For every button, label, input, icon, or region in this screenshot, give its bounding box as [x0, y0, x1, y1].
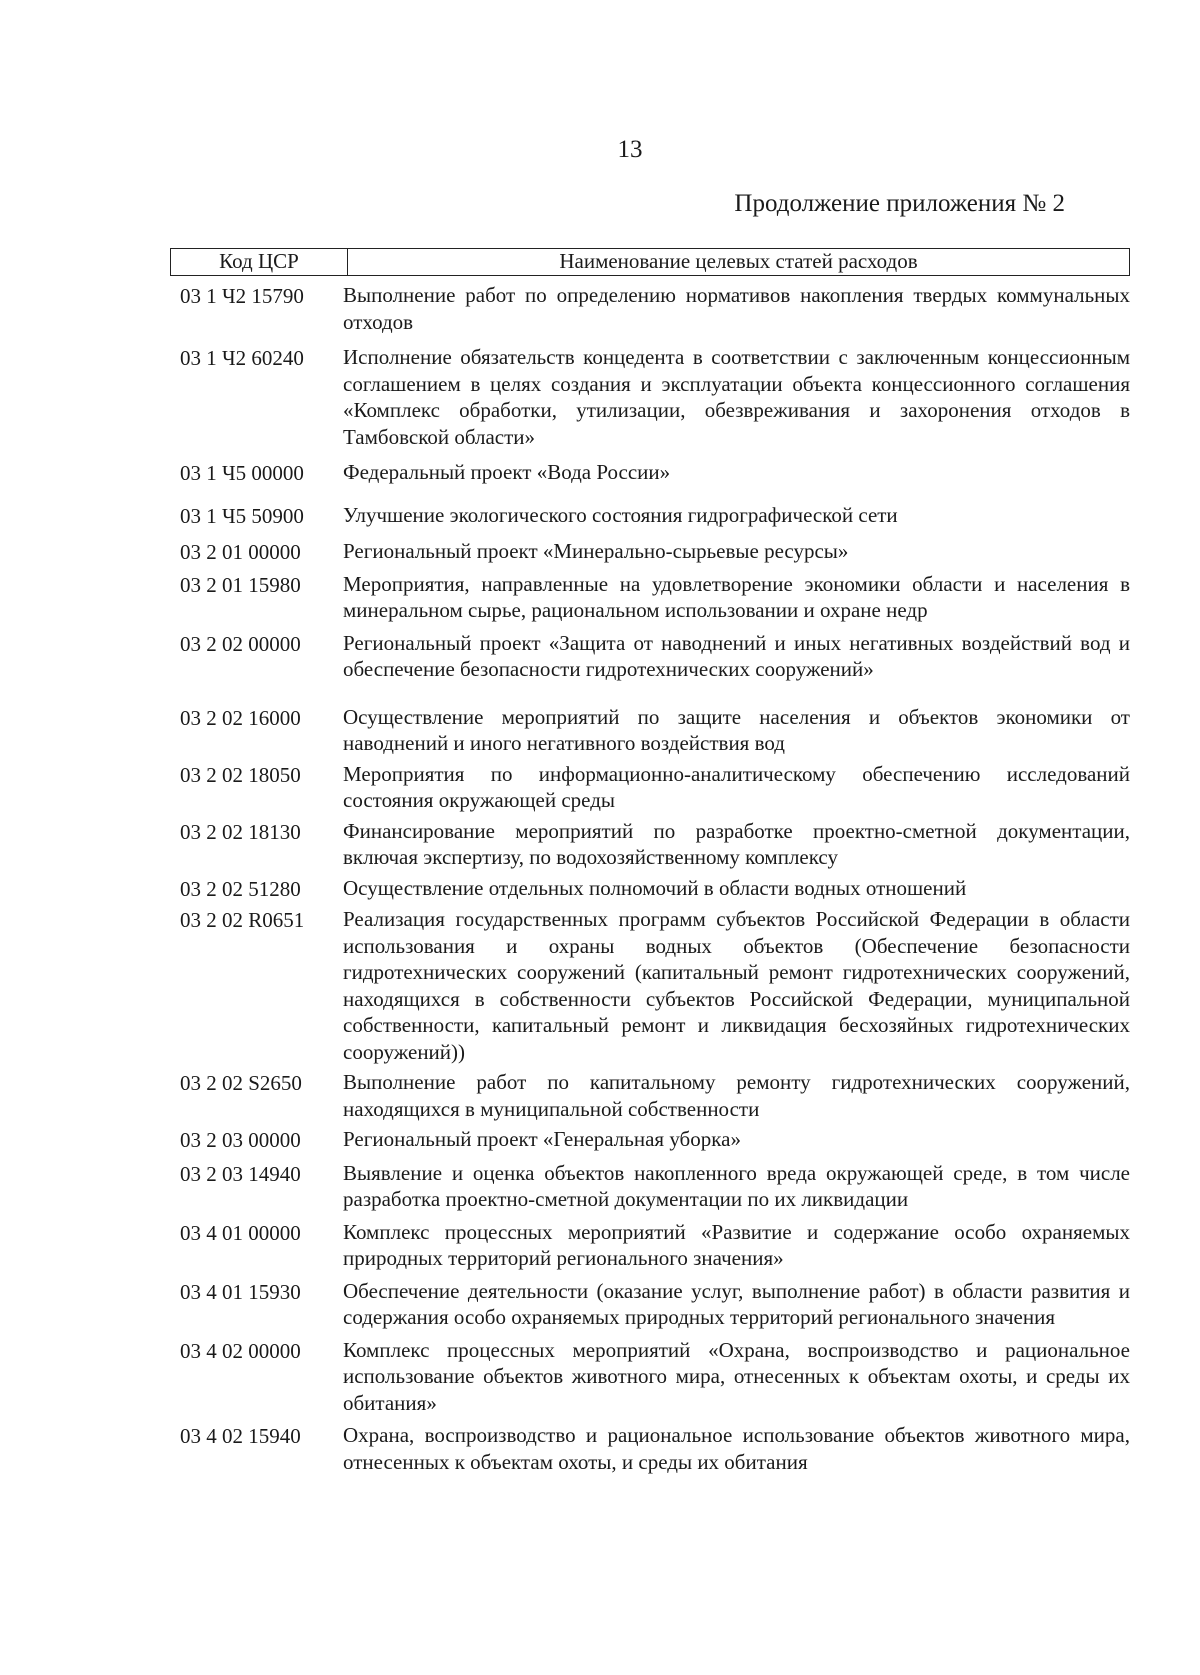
- table-row: [180, 1069, 1130, 1122]
- table-row: [180, 761, 1130, 814]
- row-name: Мероприятия, направленные на удовлетворение экономики области и населения в минеральном сырье, рациональном использовании и охране недр: [343, 571, 1130, 622]
- row-name: Выполнение работ по определению нормативов накопления твердых коммунальных отходов: [343, 283, 1130, 334]
- table-row: [180, 875, 1130, 903]
- table-header: [170, 248, 1130, 276]
- row-name: Исполнение обязательств концедента в соответствии с заключенным концессионным соглашением в целях создания и эксплуатации объекта концессионного соглашения «Комплекс обработки, утилизации, обезвреживания и захоронения отходов в Тамбовской области»: [343, 345, 1130, 449]
- header-name: Наименование целевых статей расходов: [559, 249, 918, 273]
- table-row: [180, 502, 1130, 530]
- continuation-title: Продолжение приложения № 2: [734, 190, 1065, 217]
- row-code: 03 2 01 00000: [180, 540, 301, 564]
- row-code: 03 2 02 51280: [180, 876, 301, 901]
- table-row: [180, 906, 1130, 1065]
- table-row: [180, 459, 1130, 487]
- header-code: Код ЦСР: [171, 249, 348, 275]
- table-row: [180, 630, 1130, 683]
- row-name: Улучшение экологического состояния гидрографической сети: [343, 502, 898, 527]
- row-name: Финансирование мероприятий по разработке проектно-сметной документации, включая экспертизу, по водохозяйственному комплексу: [343, 818, 1130, 869]
- table-row: [180, 1160, 1130, 1213]
- row-name: Федеральный проект «Вода России»: [343, 460, 671, 484]
- table-row: [180, 1126, 1130, 1154]
- row-name: Комплекс процессных мероприятий «Развитие и содержание особо охраняемых природных территорий регионального значения»: [343, 1219, 1130, 1270]
- table-row: [180, 538, 1130, 566]
- row-code: 03 2 02 S2650: [180, 1071, 302, 1095]
- row-code: 03 1 Ч5 50900: [180, 503, 304, 528]
- row-code: 03 2 02 00000: [180, 631, 301, 656]
- row-name: Осуществление отдельных полномочий в области водных отношений: [343, 875, 967, 900]
- row-code: 03 1 Ч5 00000: [180, 461, 304, 485]
- row-name: Осуществление мероприятий по защите населения и объектов экономики от наводнений и иного негативного воздействия вод: [343, 704, 1130, 755]
- page-number: 13: [617, 136, 643, 163]
- row-name: Реализация государственных программ субъектов Российской Федерации в области использования и охраны водных объектов (Обеспечение безопасности гидротехнических сооружений (капитальный ремонт гидротехнических сооружений, находящихся в собственности субъектов Российской Федерации, муниципальной собственности, капитальный ремонт и ликвидация бесхозяйных гидротехнических сооружений)): [343, 907, 1130, 1064]
- row-code: 03 4 02 00000: [180, 1338, 301, 1363]
- row-code: 03 2 02 16000: [180, 705, 301, 730]
- table-body: [180, 282, 1130, 1475]
- table-row: [180, 704, 1130, 757]
- row-code: 03 2 01 15980: [180, 572, 301, 597]
- row-name: Мероприятия по информационно-аналитическому обеспечению исследований состояния окружающей среды: [343, 761, 1130, 812]
- row-code: 03 2 03 14940: [180, 1161, 301, 1186]
- row-name: Региональный проект «Генеральная уборка»: [343, 1127, 741, 1151]
- table-row: [180, 1337, 1130, 1417]
- row-code: 03 1 Ч2 15790: [180, 284, 304, 308]
- row-name: Выполнение работ по капитальному ремонту гидротехнических сооружений, находящихся в муниципальной собственности: [343, 1070, 1130, 1121]
- row-code: 03 2 02 18050: [180, 762, 301, 787]
- row-code: 03 1 Ч2 60240: [180, 346, 304, 370]
- table-row: [180, 1219, 1130, 1272]
- table-row: [180, 1422, 1130, 1475]
- row-name: Обеспечение деятельности (оказание услуг, выполнение работ) в области развития и содержания особо охраняемых природных территорий регионального значения: [343, 1278, 1130, 1329]
- row-code: 03 4 02 15940: [180, 1424, 301, 1448]
- row-name: Охрана, воспроизводство и рациональное использование объектов животного мира, отнесенных к объектам охоты, и среды их обитания: [343, 1423, 1130, 1474]
- table-row: [180, 818, 1130, 871]
- row-name: Комплекс процессных мероприятий «Охрана, воспроизводство и рациональное использование объектов животного мира, отнесенных к объектам охоты, и среды их обитания»: [343, 1337, 1130, 1415]
- row-name: Региональный проект «Минерально-сырьевые ресурсы»: [343, 539, 849, 563]
- row-code: 03 2 02 R0651: [180, 908, 305, 932]
- row-code: 03 2 03 00000: [180, 1128, 301, 1152]
- table-row: [180, 282, 1130, 335]
- row-name: Выявление и оценка объектов накопленного вреда окружающей среде, в том числе разработка проектно-сметной документации по их ликвидации: [343, 1160, 1130, 1211]
- row-code: 03 2 02 18130: [180, 819, 301, 844]
- row-code: 03 4 01 15930: [180, 1279, 301, 1304]
- table-row: [180, 344, 1130, 450]
- table-row: [180, 571, 1130, 624]
- table-row: [180, 1278, 1130, 1331]
- row-code: 03 4 01 00000: [180, 1220, 301, 1245]
- row-name: Региональный проект «Защита от наводнений и иных негативных воздействий вод и обеспечение безопасности гидротехнических сооружений»: [343, 630, 1130, 681]
